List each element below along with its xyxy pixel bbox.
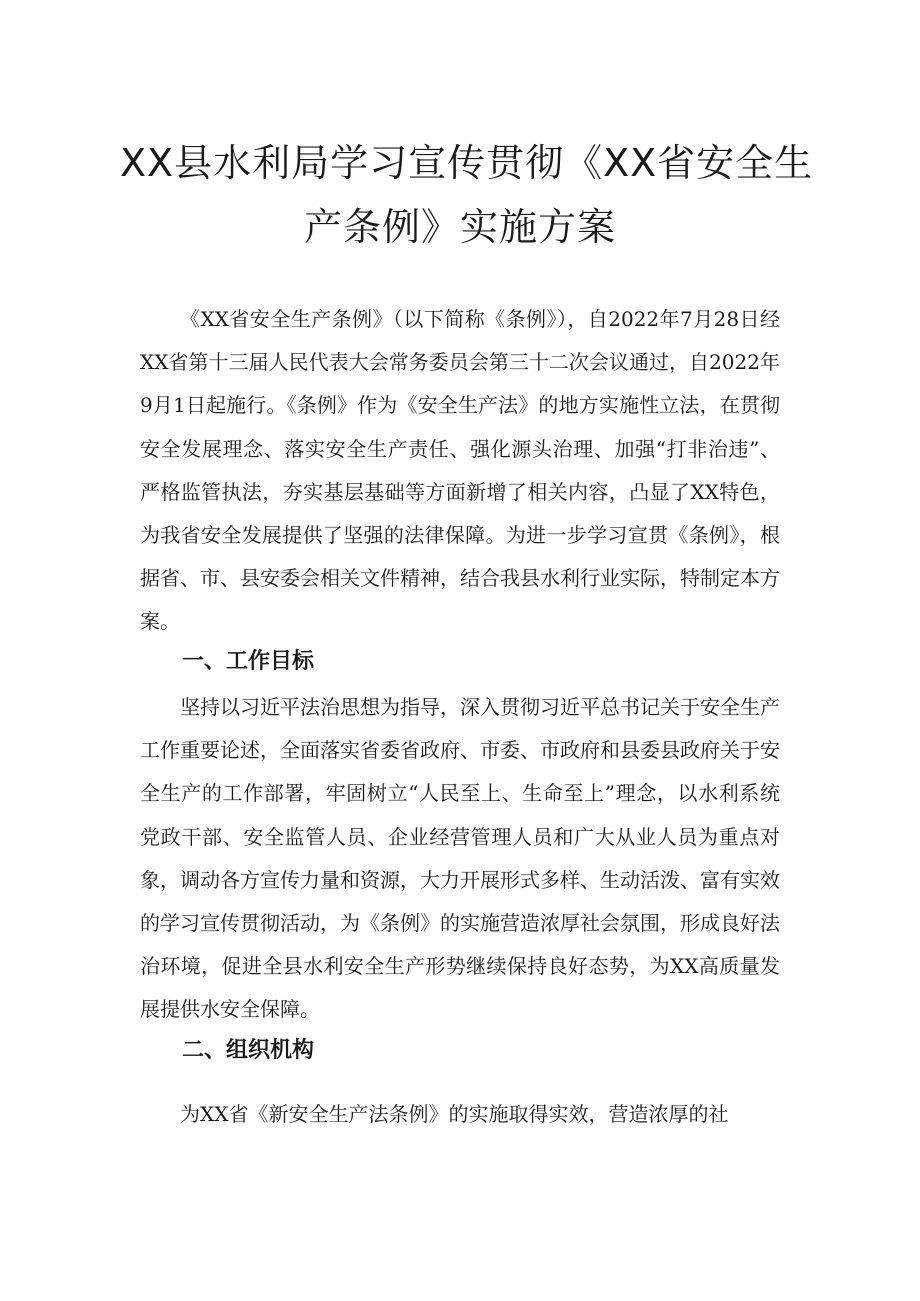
- goal-paragraph: 坚持以习近平法治思想为指导，深入贯彻习近平总书记关于安全生产工作重要论述，全面落实省委省政府、市委、市政府和县委县政府关于安全生产的工作部署，牢固树立“人民至上、生命至上”理念，以水利系统党政干部、安全监管人员、企业经营管理人员和广大从业人员为重点对象，调动各方宣传力量和资源，大力开展形式多样、生动活泼、富有实效的学习宣传贯彻活动，为《条例》的实施营造浓厚社会氛围，形成良好法治环境，促进全县水利安全生产形势继续保持良好态势，为XX高质量发展提供水安全保障。: [140, 695, 780, 1022]
- intro-paragraph-block: [140, 298, 780, 644]
- intro-paragraph: 《XX省安全生产条例》（以下简称《条例》），自2022年7月28日经XX省第十三届人民代表大会常务委员会第三十二次会议通过，自2022年9月1日起施行。《条例》作为《安全生产法》的地方实施性立法，在贯彻安全发展理念、落实安全生产责任、强化源头治理、加强“打非治违”、严格监管执法，夯实基层基础等方面新增了相关内容，凸显了XX特色，为我省安全发展提供了坚强的法律保障。为进一步学习宣贯《条例》，根据省、市、县安委会相关文件精神，结合我县水利行业实际，特制定本方案。: [140, 307, 780, 634]
- section-heading-work-goal: 一、工作目标: [182, 649, 315, 674]
- org-paragraph-block: [140, 1093, 780, 1136]
- document-title-line-1: XX县水利局学习宣传贯彻《XX省安全生: [120, 141, 814, 185]
- org-paragraph: 为XX省《新安全生产法条例》的实施取得实效，营造浓厚的社: [180, 1102, 729, 1126]
- document-title-line-2: 产条例》实施方案: [303, 205, 616, 249]
- section-heading-organization: 二、组织机构: [182, 1038, 315, 1063]
- goal-paragraph-block: [140, 686, 780, 1032]
